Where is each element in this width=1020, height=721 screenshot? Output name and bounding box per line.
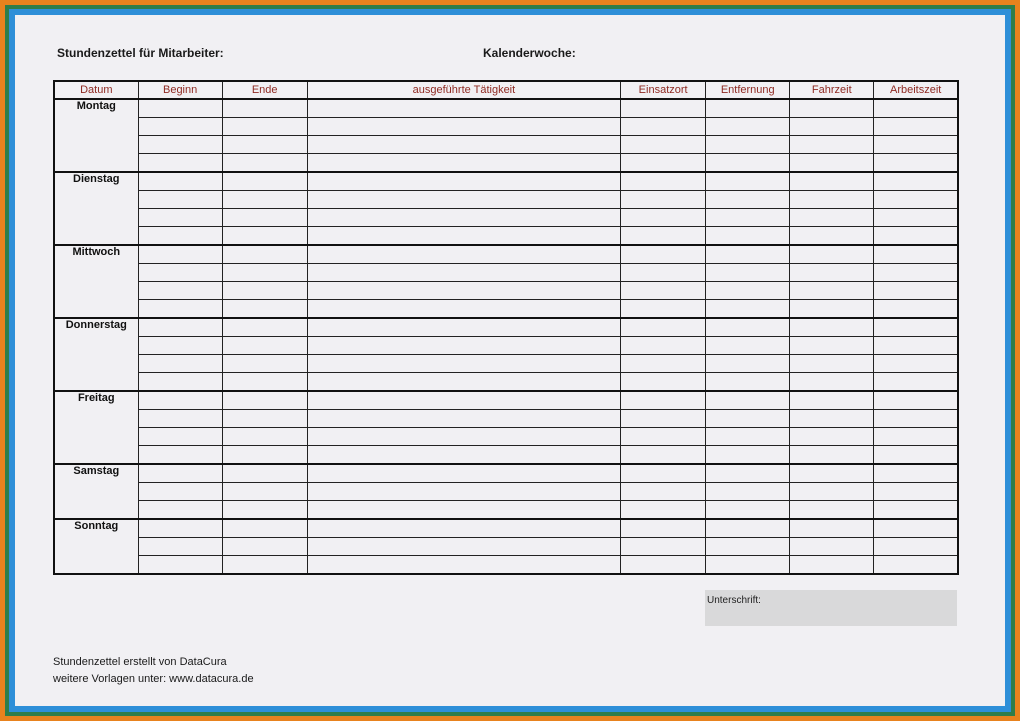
entry-cell[interactable] bbox=[222, 355, 307, 373]
entry-cell[interactable] bbox=[138, 282, 222, 300]
entry-cell[interactable] bbox=[222, 209, 307, 227]
entry-cell[interactable] bbox=[307, 556, 620, 575]
entry-cell[interactable] bbox=[307, 154, 620, 173]
entry-cell[interactable] bbox=[621, 318, 706, 337]
table-row bbox=[54, 227, 958, 246]
entry-cell[interactable] bbox=[138, 428, 222, 446]
entry-cell[interactable] bbox=[874, 556, 958, 575]
entry-cell[interactable] bbox=[307, 519, 620, 538]
entry-cell[interactable] bbox=[222, 282, 307, 300]
table-row bbox=[54, 154, 958, 173]
entry-cell[interactable] bbox=[222, 501, 307, 520]
table-row bbox=[54, 245, 958, 264]
entry-cell[interactable] bbox=[138, 136, 222, 154]
table-row bbox=[54, 538, 958, 556]
entry-cell[interactable] bbox=[222, 318, 307, 337]
entry-cell[interactable] bbox=[790, 99, 874, 118]
table-row bbox=[54, 282, 958, 300]
entry-cell[interactable] bbox=[874, 355, 958, 373]
entry-cell[interactable] bbox=[138, 245, 222, 264]
entry-cell[interactable] bbox=[706, 355, 790, 373]
entry-cell[interactable] bbox=[222, 410, 307, 428]
table-row bbox=[54, 191, 958, 209]
signature-field[interactable] bbox=[705, 590, 957, 626]
entry-cell[interactable] bbox=[874, 538, 958, 556]
entry-cell[interactable] bbox=[621, 282, 706, 300]
day-label: Sonntag bbox=[54, 519, 138, 574]
entry-cell[interactable] bbox=[621, 209, 706, 227]
entry-cell[interactable] bbox=[307, 282, 620, 300]
week-label: Kalenderwoche: bbox=[483, 46, 576, 60]
entry-cell[interactable] bbox=[874, 172, 958, 191]
entry-cell[interactable] bbox=[621, 136, 706, 154]
entry-cell[interactable] bbox=[621, 264, 706, 282]
entry-cell[interactable] bbox=[874, 282, 958, 300]
entry-cell[interactable] bbox=[138, 300, 222, 319]
entry-cell[interactable] bbox=[790, 318, 874, 337]
footer-link: weitere Vorlagen unter: www.datacura.de bbox=[53, 673, 254, 685]
entry-cell[interactable] bbox=[307, 245, 620, 264]
entry-cell[interactable] bbox=[621, 99, 706, 118]
entry-cell[interactable] bbox=[706, 118, 790, 136]
column-header: Einsatzort bbox=[621, 81, 706, 99]
entry-cell[interactable] bbox=[790, 501, 874, 520]
entry-cell[interactable] bbox=[790, 227, 874, 246]
entry-cell[interactable] bbox=[138, 391, 222, 410]
timesheet-document bbox=[15, 15, 1005, 706]
entry-cell[interactable] bbox=[138, 318, 222, 337]
entry-cell[interactable] bbox=[222, 446, 307, 465]
table-row bbox=[54, 99, 958, 118]
day-label: Dienstag bbox=[54, 172, 138, 245]
column-header: Fahrzeit bbox=[790, 81, 874, 99]
entry-cell[interactable] bbox=[621, 483, 706, 501]
entry-cell[interactable] bbox=[307, 337, 620, 355]
entry-cell[interactable] bbox=[874, 318, 958, 337]
entry-cell[interactable] bbox=[307, 172, 620, 191]
entry-cell[interactable] bbox=[621, 355, 706, 373]
entry-cell[interactable] bbox=[222, 245, 307, 264]
entry-cell[interactable] bbox=[222, 428, 307, 446]
entry-cell[interactable] bbox=[307, 227, 620, 246]
day-label: Freitag bbox=[54, 391, 138, 464]
entry-cell[interactable] bbox=[621, 391, 706, 410]
entry-cell[interactable] bbox=[874, 209, 958, 227]
entry-cell[interactable] bbox=[790, 410, 874, 428]
entry-cell[interactable] bbox=[307, 483, 620, 501]
entry-cell[interactable] bbox=[874, 99, 958, 118]
entry-cell[interactable] bbox=[706, 446, 790, 465]
entry-cell[interactable] bbox=[621, 501, 706, 520]
entry-cell[interactable] bbox=[706, 538, 790, 556]
day-label: Montag bbox=[54, 99, 138, 172]
entry-cell[interactable] bbox=[706, 264, 790, 282]
entry-cell[interactable] bbox=[621, 538, 706, 556]
entry-cell[interactable] bbox=[222, 136, 307, 154]
entry-cell[interactable] bbox=[874, 154, 958, 173]
entry-cell[interactable] bbox=[222, 191, 307, 209]
entry-cell[interactable] bbox=[706, 209, 790, 227]
entry-cell[interactable] bbox=[790, 191, 874, 209]
entry-cell[interactable] bbox=[706, 428, 790, 446]
entry-cell[interactable] bbox=[307, 99, 620, 118]
entry-cell[interactable] bbox=[706, 318, 790, 337]
entry-cell[interactable] bbox=[790, 136, 874, 154]
column-header: Entfernung bbox=[706, 81, 790, 99]
entry-cell[interactable] bbox=[138, 501, 222, 520]
entry-cell[interactable] bbox=[706, 391, 790, 410]
entry-cell[interactable] bbox=[790, 538, 874, 556]
entry-cell[interactable] bbox=[874, 391, 958, 410]
entry-cell[interactable] bbox=[706, 337, 790, 355]
entry-cell[interactable] bbox=[621, 373, 706, 392]
table-row bbox=[54, 391, 958, 410]
day-label: Donnerstag bbox=[54, 318, 138, 391]
column-header: Ende bbox=[222, 81, 307, 99]
entry-cell[interactable] bbox=[307, 391, 620, 410]
table-row bbox=[54, 300, 958, 319]
table-row bbox=[54, 209, 958, 227]
entry-cell[interactable] bbox=[790, 118, 874, 136]
entry-cell[interactable] bbox=[621, 118, 706, 136]
entry-cell[interactable] bbox=[790, 355, 874, 373]
entry-cell[interactable] bbox=[138, 264, 222, 282]
table-row bbox=[54, 428, 958, 446]
entry-cell[interactable] bbox=[222, 99, 307, 118]
entry-cell[interactable] bbox=[307, 538, 620, 556]
entry-cell[interactable] bbox=[621, 556, 706, 575]
entry-cell[interactable] bbox=[874, 191, 958, 209]
entry-cell[interactable] bbox=[790, 282, 874, 300]
day-label: Mittwoch bbox=[54, 245, 138, 318]
entry-cell[interactable] bbox=[621, 227, 706, 246]
entry-cell[interactable] bbox=[874, 464, 958, 483]
column-header: Beginn bbox=[138, 81, 222, 99]
entry-cell[interactable] bbox=[222, 337, 307, 355]
entry-cell[interactable] bbox=[138, 154, 222, 173]
entry-cell[interactable] bbox=[874, 337, 958, 355]
column-header: Arbeitszeit bbox=[874, 81, 958, 99]
table-row bbox=[54, 318, 958, 337]
timesheet-table bbox=[53, 80, 959, 575]
entry-cell[interactable] bbox=[307, 501, 620, 520]
entry-cell[interactable] bbox=[222, 172, 307, 191]
entry-cell[interactable] bbox=[790, 264, 874, 282]
table-row bbox=[54, 519, 958, 538]
entry-cell[interactable] bbox=[138, 464, 222, 483]
entry-cell[interactable] bbox=[222, 519, 307, 538]
table-row bbox=[54, 556, 958, 575]
entry-cell[interactable] bbox=[706, 136, 790, 154]
entry-cell[interactable] bbox=[706, 245, 790, 264]
entry-cell[interactable] bbox=[790, 172, 874, 191]
entry-cell[interactable] bbox=[874, 264, 958, 282]
entry-cell[interactable] bbox=[621, 337, 706, 355]
table-row bbox=[54, 446, 958, 465]
entry-cell[interactable] bbox=[706, 556, 790, 575]
table-body bbox=[54, 99, 958, 574]
entry-cell[interactable] bbox=[222, 464, 307, 483]
signature-label: Unterschrift: bbox=[707, 595, 761, 606]
entry-cell[interactable] bbox=[222, 373, 307, 392]
entry-cell[interactable] bbox=[621, 245, 706, 264]
entry-cell[interactable] bbox=[307, 446, 620, 465]
entry-cell[interactable] bbox=[790, 519, 874, 538]
entry-cell[interactable] bbox=[790, 373, 874, 392]
entry-cell[interactable] bbox=[138, 538, 222, 556]
entry-cell[interactable] bbox=[874, 118, 958, 136]
entry-cell[interactable] bbox=[138, 172, 222, 191]
employee-label: Stundenzettel für Mitarbeiter: bbox=[57, 46, 224, 60]
entry-cell[interactable] bbox=[706, 519, 790, 538]
entry-cell[interactable] bbox=[706, 373, 790, 392]
table-row bbox=[54, 118, 958, 136]
entry-cell[interactable] bbox=[874, 227, 958, 246]
entry-cell[interactable] bbox=[222, 300, 307, 319]
table-row bbox=[54, 355, 958, 373]
entry-cell[interactable] bbox=[222, 391, 307, 410]
entry-cell[interactable] bbox=[706, 191, 790, 209]
table-row bbox=[54, 373, 958, 392]
entry-cell[interactable] bbox=[138, 191, 222, 209]
entry-cell[interactable] bbox=[307, 118, 620, 136]
entry-cell[interactable] bbox=[874, 483, 958, 501]
entry-cell[interactable] bbox=[706, 483, 790, 501]
entry-cell[interactable] bbox=[706, 410, 790, 428]
entry-cell[interactable] bbox=[138, 227, 222, 246]
entry-cell[interactable] bbox=[138, 519, 222, 538]
entry-cell[interactable] bbox=[307, 136, 620, 154]
entry-cell[interactable] bbox=[307, 191, 620, 209]
entry-cell[interactable] bbox=[790, 556, 874, 575]
table-row bbox=[54, 172, 958, 191]
entry-cell[interactable] bbox=[307, 410, 620, 428]
entry-cell[interactable] bbox=[307, 428, 620, 446]
entry-cell[interactable] bbox=[874, 300, 958, 319]
entry-cell[interactable] bbox=[621, 172, 706, 191]
entry-cell[interactable] bbox=[874, 136, 958, 154]
entry-cell[interactable] bbox=[874, 373, 958, 392]
column-header: ausgeführte Tätigkeit bbox=[307, 81, 620, 99]
footer-credit: Stundenzettel erstellt von DataCura bbox=[53, 656, 227, 668]
entry-cell[interactable] bbox=[307, 373, 620, 392]
entry-cell[interactable] bbox=[790, 245, 874, 264]
entry-cell[interactable] bbox=[138, 99, 222, 118]
entry-cell[interactable] bbox=[307, 318, 620, 337]
entry-cell[interactable] bbox=[790, 337, 874, 355]
entry-cell[interactable] bbox=[706, 464, 790, 483]
entry-cell[interactable] bbox=[706, 501, 790, 520]
table-row bbox=[54, 264, 958, 282]
entry-cell[interactable] bbox=[874, 428, 958, 446]
entry-cell[interactable] bbox=[790, 446, 874, 465]
entry-cell[interactable] bbox=[790, 391, 874, 410]
entry-cell[interactable] bbox=[138, 483, 222, 501]
entry-cell[interactable] bbox=[138, 556, 222, 575]
entry-cell[interactable] bbox=[874, 501, 958, 520]
entry-cell[interactable] bbox=[706, 300, 790, 319]
entry-cell[interactable] bbox=[790, 464, 874, 483]
entry-cell[interactable] bbox=[790, 428, 874, 446]
entry-cell[interactable] bbox=[621, 519, 706, 538]
entry-cell[interactable] bbox=[874, 519, 958, 538]
entry-cell[interactable] bbox=[621, 428, 706, 446]
entry-cell[interactable] bbox=[307, 209, 620, 227]
entry-cell[interactable] bbox=[706, 172, 790, 191]
entry-cell[interactable] bbox=[138, 373, 222, 392]
entry-cell[interactable] bbox=[138, 209, 222, 227]
entry-cell[interactable] bbox=[621, 446, 706, 465]
entry-cell[interactable] bbox=[138, 355, 222, 373]
entry-cell[interactable] bbox=[706, 282, 790, 300]
entry-cell[interactable] bbox=[222, 483, 307, 501]
entry-cell[interactable] bbox=[790, 300, 874, 319]
table-row bbox=[54, 483, 958, 501]
entry-cell[interactable] bbox=[874, 446, 958, 465]
entry-cell[interactable] bbox=[621, 191, 706, 209]
entry-cell[interactable] bbox=[138, 118, 222, 136]
entry-cell[interactable] bbox=[222, 538, 307, 556]
entry-cell[interactable] bbox=[621, 464, 706, 483]
entry-cell[interactable] bbox=[621, 300, 706, 319]
entry-cell[interactable] bbox=[874, 410, 958, 428]
entry-cell[interactable] bbox=[874, 245, 958, 264]
entry-cell[interactable] bbox=[621, 154, 706, 173]
entry-cell[interactable] bbox=[222, 118, 307, 136]
entry-cell[interactable] bbox=[138, 410, 222, 428]
header-row bbox=[54, 81, 958, 99]
entry-cell[interactable] bbox=[307, 300, 620, 319]
column-header: Datum bbox=[54, 81, 138, 99]
entry-cell[interactable] bbox=[790, 483, 874, 501]
table-row bbox=[54, 337, 958, 355]
table-row bbox=[54, 464, 958, 483]
entry-cell[interactable] bbox=[222, 556, 307, 575]
entry-cell[interactable] bbox=[621, 410, 706, 428]
entry-cell[interactable] bbox=[706, 154, 790, 173]
entry-cell[interactable] bbox=[138, 337, 222, 355]
entry-cell[interactable] bbox=[307, 355, 620, 373]
entry-cell[interactable] bbox=[307, 464, 620, 483]
table-row bbox=[54, 501, 958, 520]
entry-cell[interactable] bbox=[222, 154, 307, 173]
entry-cell[interactable] bbox=[222, 227, 307, 246]
entry-cell[interactable] bbox=[790, 154, 874, 173]
entry-cell[interactable] bbox=[307, 264, 620, 282]
table-row bbox=[54, 410, 958, 428]
entry-cell[interactable] bbox=[790, 209, 874, 227]
table-row bbox=[54, 136, 958, 154]
entry-cell[interactable] bbox=[138, 446, 222, 465]
entry-cell[interactable] bbox=[222, 264, 307, 282]
entry-cell[interactable] bbox=[706, 99, 790, 118]
entry-cell[interactable] bbox=[706, 227, 790, 246]
day-label: Samstag bbox=[54, 464, 138, 519]
